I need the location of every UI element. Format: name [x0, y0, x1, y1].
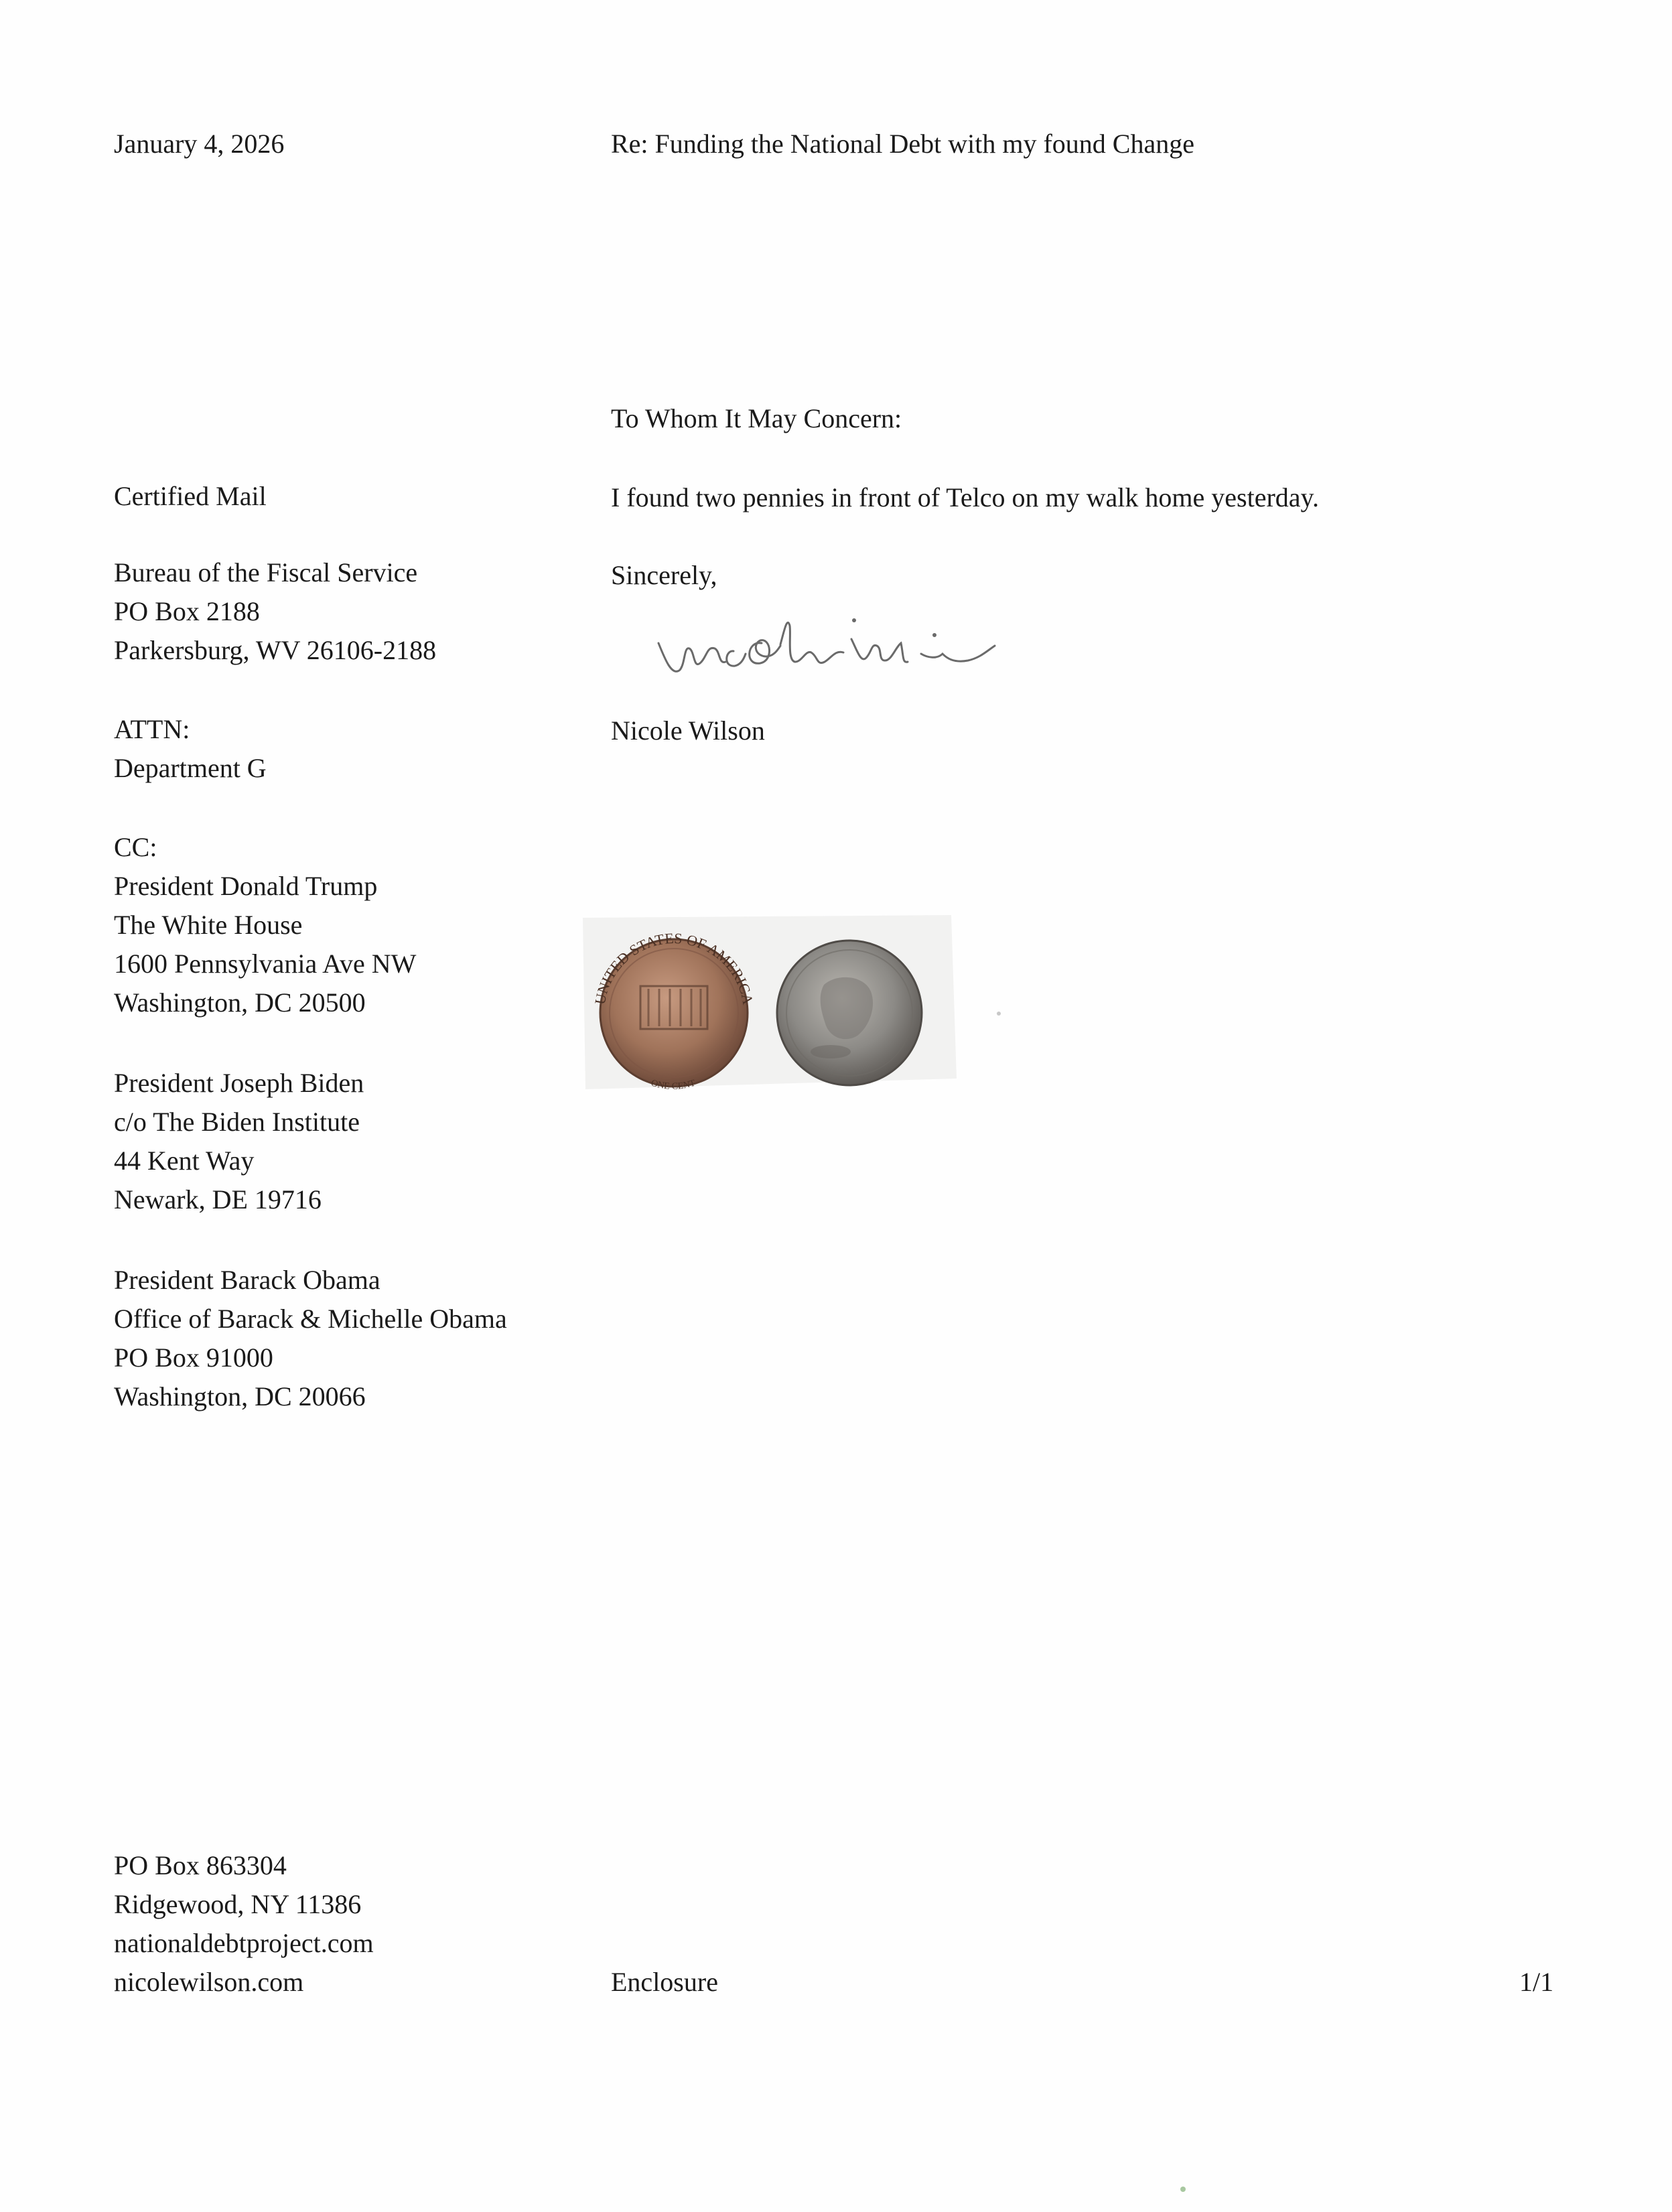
address-line: PO Box 91000	[114, 1342, 273, 1373]
scan-speck	[997, 1012, 1001, 1016]
address-line: Office of Barack & Michelle Obama	[114, 1304, 507, 1334]
page-number: 1/1	[1519, 1967, 1554, 1997]
attention-block	[114, 710, 267, 788]
sender-address	[114, 1846, 374, 2002]
address-line: President Barack Obama	[114, 1265, 380, 1295]
sender-website: nationaldebtproject.com	[114, 1928, 374, 1958]
address-line: c/o The Biden Institute	[114, 1107, 360, 1137]
closing: Sincerely,	[611, 560, 717, 590]
address-line: 44 Kent Way	[114, 1146, 255, 1176]
signer-name: Nicole Wilson	[611, 715, 765, 746]
coin-inscription-top: UNITED STATES OF AMERICA	[591, 929, 757, 1006]
cc-recipient-obama	[114, 1261, 507, 1416]
address-line: President Donald Trump	[114, 871, 378, 901]
address-line: Parkersburg, WV 26106-2188	[114, 635, 437, 665]
address-line: Washington, DC 20066	[114, 1381, 366, 1411]
address-line: PO Box 2188	[114, 596, 260, 626]
sender-line: PO Box 863304	[114, 1850, 287, 1880]
sender-website: nicolewilson.com	[114, 1967, 304, 1997]
cc-label: CC:	[114, 832, 157, 862]
salutation: To Whom It May Concern:	[611, 403, 902, 433]
cc-recipient-trump	[114, 867, 416, 1022]
sender-line: Ridgewood, NY 11386	[114, 1889, 362, 1919]
enclosed-pennies	[576, 911, 965, 1112]
attn-label: ATTN:	[114, 714, 190, 744]
address-line: The White House	[114, 910, 303, 940]
cc-recipient-biden	[114, 1064, 364, 1219]
letter-date: January 4, 2026	[114, 129, 285, 159]
handwritten-signature	[653, 596, 1022, 697]
coin-inscription-bottom: ONE CENT	[649, 1078, 697, 1092]
penny-worn	[777, 941, 922, 1085]
enclosure-label: Enclosure	[611, 1967, 718, 1997]
message-body: I found two pennies in front of Telco on my walk home yesterday.	[611, 482, 1319, 512]
mail-type: Certified Mail	[114, 481, 267, 511]
attn-department: Department G	[114, 753, 267, 783]
address-line: 1600 Pennsylvania Ave NW	[114, 949, 417, 979]
address-line: Newark, DE 19716	[114, 1184, 322, 1215]
address-line: President Joseph Biden	[114, 1068, 364, 1098]
letter-subject: Re: Funding the National Debt with my found Change	[611, 129, 1194, 159]
address-line: Bureau of the Fiscal Service	[114, 557, 418, 587]
scan-speck	[1180, 2187, 1186, 2192]
address-line: Washington, DC 20500	[114, 987, 366, 1018]
recipient-address	[114, 553, 436, 670]
